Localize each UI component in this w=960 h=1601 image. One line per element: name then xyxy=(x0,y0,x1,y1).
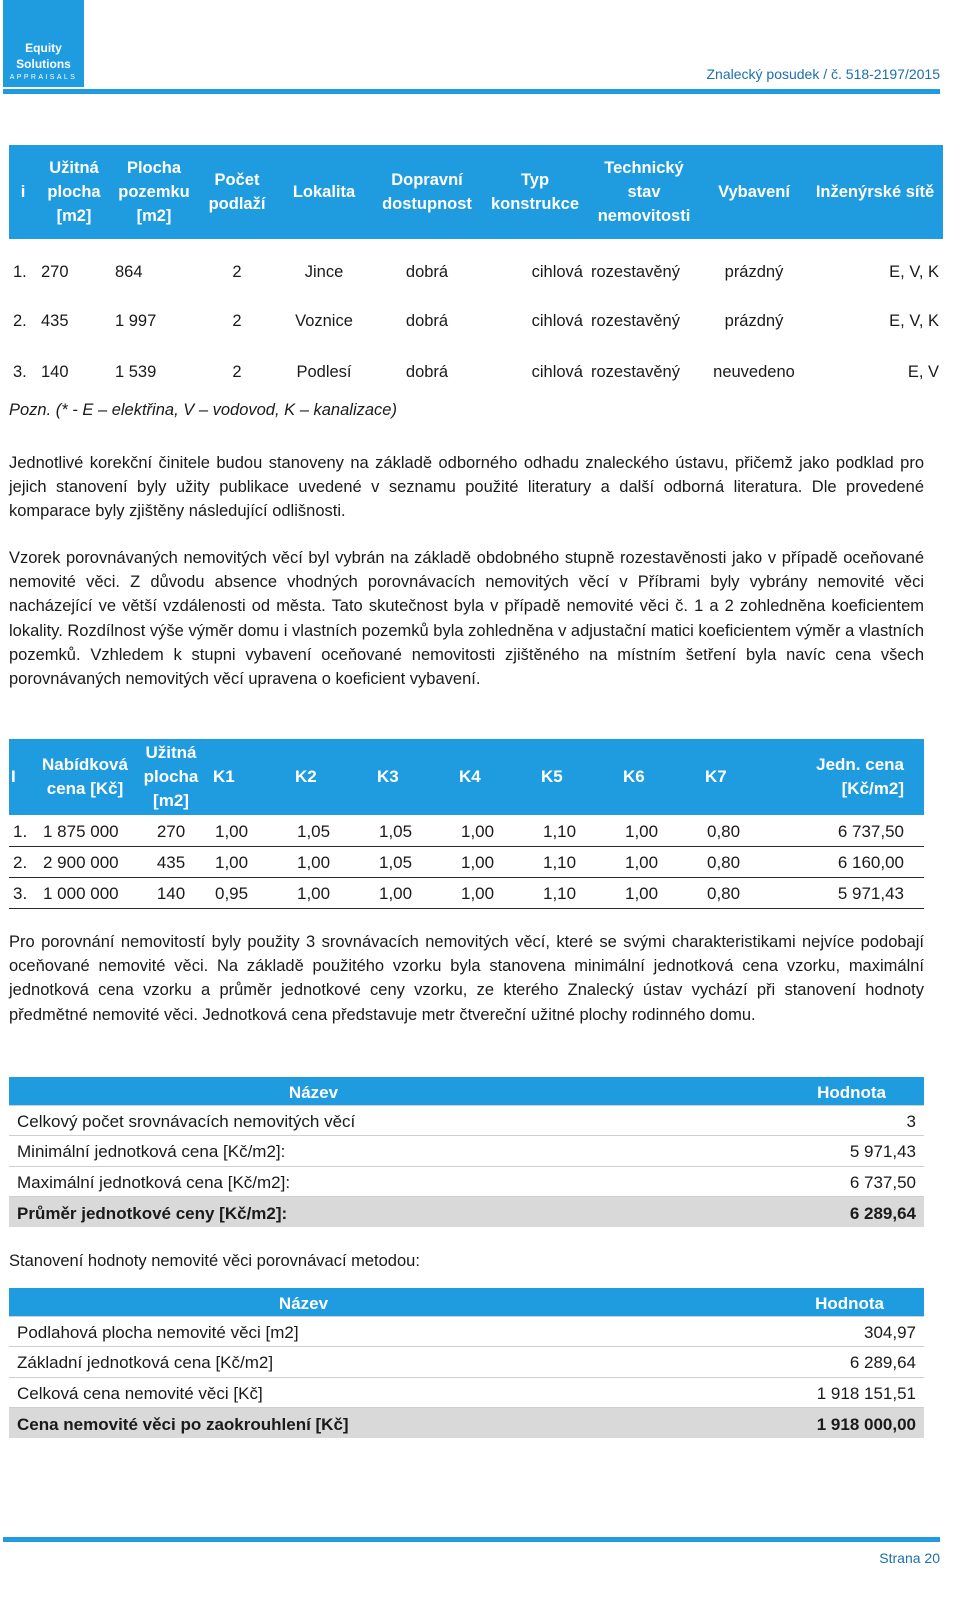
logo-line1: Equity xyxy=(25,41,62,55)
table-cell: 2 xyxy=(197,290,277,339)
table-cell: 270 xyxy=(37,241,111,290)
table-cell: Jince xyxy=(277,241,371,290)
table-header-row xyxy=(9,1077,924,1105)
col-header: Dopravní dostupnost xyxy=(371,145,483,241)
table-row xyxy=(9,877,924,908)
col-header: Užitná plocha [m2] xyxy=(37,145,111,241)
table-cell: 1 000 000 xyxy=(39,877,131,908)
table-cell: 140 xyxy=(131,877,211,908)
table-cell: 435 xyxy=(131,846,211,877)
col-header: K5 xyxy=(539,739,621,815)
table-cell: 0,95 xyxy=(211,877,293,908)
table-cell: 3 xyxy=(558,1105,924,1136)
table-cell: 270 xyxy=(131,815,211,846)
paragraph: Pro porovnání nemovitostí byly použity 3 srovnávacích nemovitých věcí, které se svými charakteristikami nejvíce podobají oceňované nemovité věci. Na základě použitého vzorku byla stanovena minimální jednotková cena vzorku, maximální jednotková cena vzorku a průměr jednotkové ceny vzorku, ze kterého Znalecký ústav vychází při stanovení hodnoty předmětné nemovité věci. Jednotková cena představuje metr čtvereční užitné plochy rodinného domu. xyxy=(9,933,924,1024)
table-cell: 1,00 xyxy=(621,846,703,877)
table-note: Pozn. (* - E – elektřina, V – vodovod, K – kanalizace) xyxy=(9,401,397,419)
table-cell: 1,10 xyxy=(539,815,621,846)
section-caption: Stanovení hodnoty nemovité věci porovnávací metodou: xyxy=(9,1252,420,1270)
table-cell: neuvedeno xyxy=(701,339,807,388)
table-cell: 1,00 xyxy=(621,815,703,846)
table-cell: E, V, K xyxy=(807,290,943,339)
table-cell: 1,10 xyxy=(539,877,621,908)
table-cell: 1 918 000,00 xyxy=(558,1408,924,1439)
table-cell: 0,80 xyxy=(703,846,785,877)
table-cell: prázdný xyxy=(701,290,807,339)
table-cell: Celkový počet srovnávacích nemovitých věcí xyxy=(9,1105,558,1136)
col-header: Plocha pozemku [m2] xyxy=(111,145,197,241)
table-cell: 1,00 xyxy=(621,877,703,908)
table-cell: dobrá xyxy=(371,290,483,339)
col-header: I xyxy=(9,739,39,815)
table-cell: 6 160,00 xyxy=(785,846,924,877)
company-logo xyxy=(3,0,84,87)
table-cell: 1 875 000 xyxy=(39,815,131,846)
table-cell: 5 971,43 xyxy=(558,1136,924,1167)
table-cell: 2. xyxy=(9,290,37,339)
table-cell: 1,05 xyxy=(375,815,457,846)
table-cell: rozestavěný xyxy=(587,339,701,388)
table-cell: 1,00 xyxy=(293,846,375,877)
table-cell: Základní jednotková cena [Kč/m2] xyxy=(9,1347,558,1378)
table-row xyxy=(9,1136,924,1167)
col-header: Technický stav nemovitosti xyxy=(587,145,701,241)
coefficients-table xyxy=(9,739,924,909)
document-title: Znalecký posudek / č. 518-2197/2015 xyxy=(706,66,940,82)
col-header: K3 xyxy=(375,739,457,815)
col-header: Typ konstrukce xyxy=(483,145,587,241)
table-cell: 5 971,43 xyxy=(785,877,924,908)
table-cell: 1 539 xyxy=(111,339,197,388)
col-header: i xyxy=(9,145,37,241)
table-cell: 304,97 xyxy=(558,1316,924,1347)
table-cell: Podlesí xyxy=(277,339,371,388)
table-cell: 435 xyxy=(37,290,111,339)
table-row xyxy=(9,1166,924,1197)
table-cell: 1 997 xyxy=(111,290,197,339)
logo-line3: APPRAISALS xyxy=(9,74,78,81)
table-cell: cihlová xyxy=(483,290,587,339)
table-cell: E, V, K xyxy=(807,241,943,290)
properties-table xyxy=(9,145,943,388)
col-header: K1 xyxy=(211,739,293,815)
col-header: Nabídková cena [Kč] xyxy=(39,739,131,815)
paragraph: Jednotlivé korekční činitele budou stanoveny na základě odborného odhadu znaleckého ústavu, přičemž jako podklad pro jejich stanovení byly užity publikace uvedené v seznamu použité literatury a další odborná literatura. Dle provedené komparace byly zjištěny následující odlišnosti. xyxy=(9,454,924,521)
col-header: Užitná plocha [m2] xyxy=(131,739,211,815)
table-cell: 864 xyxy=(111,241,197,290)
col-header: K2 xyxy=(293,739,375,815)
table-cell: 0,80 xyxy=(703,815,785,846)
col-header: Hodnota xyxy=(558,1077,924,1105)
table-cell: dobrá xyxy=(371,241,483,290)
table-cell: 6 737,50 xyxy=(785,815,924,846)
table-row-total xyxy=(9,1408,924,1439)
table-cell: 1,00 xyxy=(457,877,539,908)
table-cell: 140 xyxy=(37,339,111,388)
col-header: Inženýrské sítě xyxy=(807,145,943,241)
table-cell: prázdný xyxy=(701,241,807,290)
table-cell: Voznice xyxy=(277,290,371,339)
table-cell: 1,00 xyxy=(211,846,293,877)
table-cell: Průměr jednotkové ceny [Kč/m2]: xyxy=(9,1197,558,1228)
table-cell: Podlahová plocha nemovité věci [m2] xyxy=(9,1316,558,1347)
table-cell: Celková cena nemovité věci [Kč] xyxy=(9,1377,558,1408)
table-header-row xyxy=(9,739,924,815)
table-cell: 1. xyxy=(9,241,37,290)
logo-line2: Solutions xyxy=(16,57,71,71)
table-cell: 3. xyxy=(9,877,39,908)
table-header-row xyxy=(9,145,943,241)
col-header: K7 xyxy=(703,739,785,815)
table-row xyxy=(9,815,924,846)
table-cell: 3. xyxy=(9,339,37,388)
col-header: Vybavení xyxy=(701,145,807,241)
valuation-table xyxy=(9,1288,924,1438)
table-header-row xyxy=(9,1288,924,1316)
table-cell: 1,00 xyxy=(457,815,539,846)
col-header: Hodnota xyxy=(558,1288,924,1316)
table-cell: 2. xyxy=(9,846,39,877)
table-row xyxy=(9,1347,924,1378)
table-cell: cihlová xyxy=(483,339,587,388)
table-cell: 1. xyxy=(9,815,39,846)
table-cell: 6 289,64 xyxy=(558,1347,924,1378)
table-row xyxy=(9,339,943,388)
table-cell: 1,05 xyxy=(293,815,375,846)
table-cell: 1 918 151,51 xyxy=(558,1377,924,1408)
col-header: Počet podlaží xyxy=(197,145,277,241)
paragraph: Vzorek porovnávaných nemovitých věcí byl vybrán na základě obdobného stupně rozestavěnosti jako v případě oceňované nemovité věci. Z důvodu absence vhodných porovnávacích nemovitých věcí v Příbrami byly vybrány nemovité věci nacházející ve větší vzdálenosti od města. Tato skutečnost byla v případě nemovité věci č. 1 a 2 zohledněna koeficientem lokality. Rozdílnost výše výměr domu i vlastních pozemků byla zohledněna v adjustační matici koeficientem výměr a vlastních pozemků. Vzhledem k stupni vybavení oceňované nemovitosti zjištěného na místním šetření byla navíc cena všech porovnávaných nemovitých věcí upravena o koeficient vybavení. xyxy=(9,549,924,689)
table-cell: 2 900 000 xyxy=(39,846,131,877)
table-cell: 6 737,50 xyxy=(558,1166,924,1197)
table-cell: 6 289,64 xyxy=(558,1197,924,1228)
table-row xyxy=(9,241,943,290)
table-row xyxy=(9,1377,924,1408)
table-cell: 0,80 xyxy=(703,877,785,908)
table-row-total xyxy=(9,1197,924,1228)
table-cell: dobrá xyxy=(371,339,483,388)
table-row xyxy=(9,846,924,877)
table-cell: Cena nemovité věci po zaokrouhlení [Kč] xyxy=(9,1408,558,1439)
col-header: K6 xyxy=(621,739,703,815)
table-cell: 1,05 xyxy=(375,846,457,877)
table-row xyxy=(9,1105,924,1136)
table-cell: 1,00 xyxy=(211,815,293,846)
table-cell: 2 xyxy=(197,241,277,290)
col-header: Lokalita xyxy=(277,145,371,241)
footer-divider xyxy=(3,1537,940,1542)
table-cell: 1,10 xyxy=(539,846,621,877)
col-header: Jedn. cena [Kč/m2] xyxy=(785,739,924,815)
table-cell: 1,00 xyxy=(293,877,375,908)
header-divider xyxy=(3,89,940,94)
page-number: Strana 20 xyxy=(879,1550,940,1566)
table-cell: Maximální jednotková cena [Kč/m2]: xyxy=(9,1166,558,1197)
table-cell: 1,00 xyxy=(375,877,457,908)
table-cell: rozestavěný xyxy=(587,241,701,290)
table-cell: E, V xyxy=(807,339,943,388)
table-cell: 1,00 xyxy=(457,846,539,877)
col-header: Název xyxy=(9,1288,558,1316)
col-header: K4 xyxy=(457,739,539,815)
statistics-table xyxy=(9,1077,924,1227)
table-row xyxy=(9,1316,924,1347)
table-row xyxy=(9,290,943,339)
table-cell: 2 xyxy=(197,339,277,388)
col-header: Název xyxy=(9,1077,558,1105)
table-cell: rozestavěný xyxy=(587,290,701,339)
table-cell: cihlová xyxy=(483,241,587,290)
table-cell: Minimální jednotková cena [Kč/m2]: xyxy=(9,1136,558,1167)
